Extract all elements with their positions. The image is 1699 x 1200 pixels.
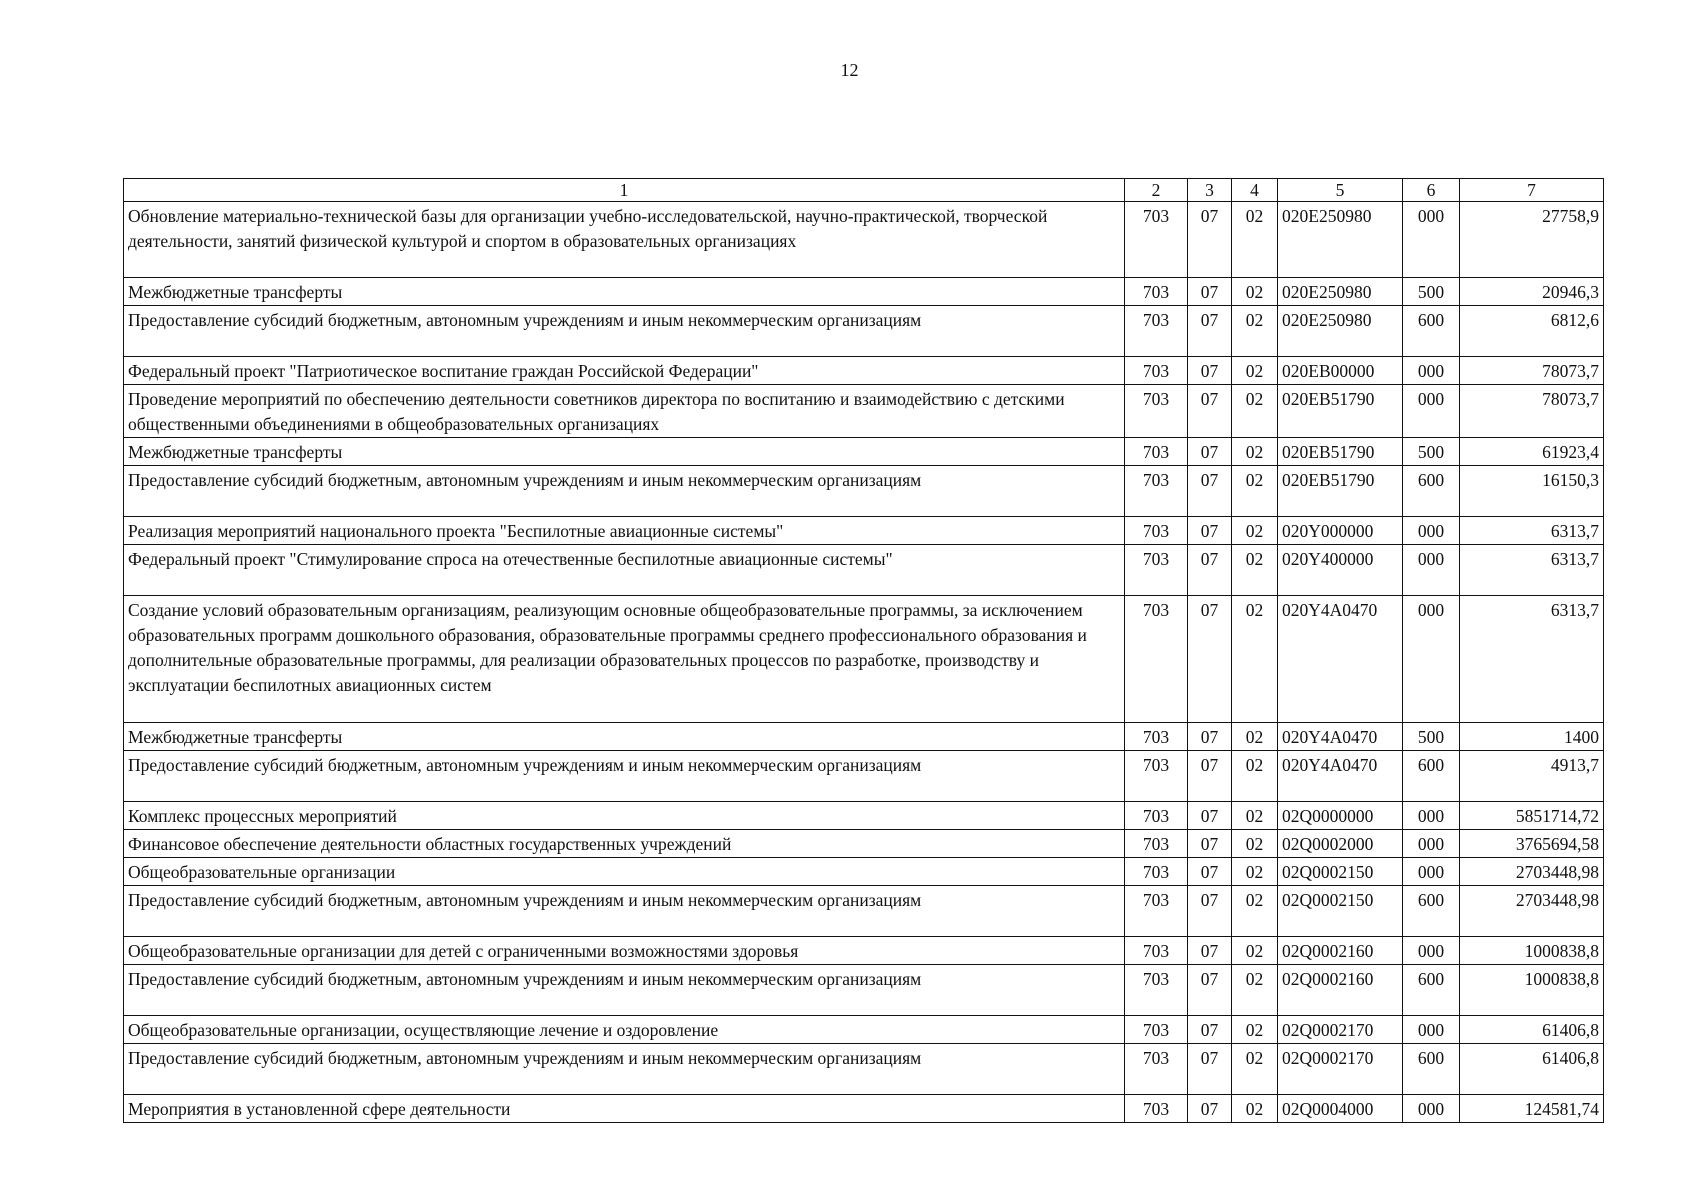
- subsection-code-cell: 02: [1232, 517, 1278, 545]
- section-code-cell: 07: [1188, 202, 1232, 278]
- section-code-cell: 07: [1188, 517, 1232, 545]
- expense-type-cell: 000: [1403, 802, 1460, 830]
- subsection-code-cell: 02: [1232, 886, 1278, 937]
- subsection-code-cell: 02: [1232, 545, 1278, 596]
- table-row: [124, 466, 1604, 517]
- table-row: [124, 830, 1604, 858]
- row-name-cell: Предоставление субсидий бюджетным, автономным учреждениям и иным некоммерческим организациям: [124, 751, 1125, 802]
- target-article-cell: 02Q0002150: [1278, 858, 1403, 886]
- table-header-row: [124, 179, 1604, 202]
- amount-cell: 4913,7: [1460, 751, 1604, 802]
- section-code-cell: 07: [1188, 802, 1232, 830]
- section-code-cell: 07: [1188, 858, 1232, 886]
- expense-type-cell: 600: [1403, 751, 1460, 802]
- row-name-cell: Федеральный проект "Патриотическое воспитание граждан Российской Федерации": [124, 357, 1125, 385]
- amount-cell: 5851714,72: [1460, 802, 1604, 830]
- target-article-cell: 020ЕВ51790: [1278, 438, 1403, 466]
- subsection-code-cell: 02: [1232, 751, 1278, 802]
- table-row: [124, 202, 1604, 278]
- subsection-code-cell: 02: [1232, 937, 1278, 965]
- amount-cell: 3765694,58: [1460, 830, 1604, 858]
- section-code-cell: 07: [1188, 1016, 1232, 1044]
- row-name-cell: Создание условий образовательным организациям, реализующим основные общеобразовательные программы, за исключением образовательных программ дошкольного образования, образовательные программы среднего профессионального образования и дополнительные образовательные программы, для реализации образовательных процессов по разработке, производству и эксплуатации беспилотных авиационных систем: [124, 596, 1125, 723]
- column-header: 3: [1188, 179, 1232, 202]
- target-article-cell: 020Y400000: [1278, 545, 1403, 596]
- table-row: [124, 545, 1604, 596]
- expense-type-cell: 000: [1403, 1016, 1460, 1044]
- ministry-code-cell: 703: [1125, 357, 1188, 385]
- budget-table: [123, 178, 1604, 1123]
- amount-cell: 124581,74: [1460, 1095, 1604, 1123]
- subsection-code-cell: 02: [1232, 306, 1278, 357]
- ministry-code-cell: 703: [1125, 306, 1188, 357]
- row-name-cell: Предоставление субсидий бюджетным, автономным учреждениям и иным некоммерческим организациям: [124, 1044, 1125, 1095]
- row-name-cell: Проведение мероприятий по обеспечению деятельности советников директора по воспитанию и взаимодействию с детскими общественными объединениями в общеобразовательных организациях: [124, 385, 1125, 438]
- row-name-cell: Предоставление субсидий бюджетным, автономным учреждениям и иным некоммерческим организациям: [124, 306, 1125, 357]
- row-name-cell: Общеобразовательные организации для детей с ограниченными возможностями здоровья: [124, 937, 1125, 965]
- section-code-cell: 07: [1188, 438, 1232, 466]
- amount-cell: 20946,3: [1460, 278, 1604, 306]
- column-header: 1: [124, 179, 1125, 202]
- column-header: 2: [1125, 179, 1188, 202]
- section-code-cell: 07: [1188, 830, 1232, 858]
- ministry-code-cell: 703: [1125, 1016, 1188, 1044]
- amount-cell: 61406,8: [1460, 1044, 1604, 1095]
- ministry-code-cell: 703: [1125, 466, 1188, 517]
- row-name-cell: Финансовое обеспечение деятельности областных государственных учреждений: [124, 830, 1125, 858]
- amount-cell: 2703448,98: [1460, 886, 1604, 937]
- column-header: 4: [1232, 179, 1278, 202]
- expense-type-cell: 500: [1403, 723, 1460, 751]
- section-code-cell: 07: [1188, 723, 1232, 751]
- subsection-code-cell: 02: [1232, 723, 1278, 751]
- row-name-cell: Предоставление субсидий бюджетным, автономным учреждениям и иным некоммерческим организациям: [124, 965, 1125, 1016]
- section-code-cell: 07: [1188, 596, 1232, 723]
- expense-type-cell: 000: [1403, 385, 1460, 438]
- expense-type-cell: 600: [1403, 466, 1460, 517]
- target-article-cell: 02Q0002150: [1278, 886, 1403, 937]
- target-article-cell: 020Е250980: [1278, 278, 1403, 306]
- ministry-code-cell: 703: [1125, 596, 1188, 723]
- subsection-code-cell: 02: [1232, 385, 1278, 438]
- row-name-cell: Межбюджетные трансферты: [124, 438, 1125, 466]
- row-name-cell: Федеральный проект "Стимулирование спроса на отечественные беспилотные авиационные системы": [124, 545, 1125, 596]
- table-row: [124, 886, 1604, 937]
- table-row: [124, 385, 1604, 438]
- table-row: [124, 357, 1604, 385]
- ministry-code-cell: 703: [1125, 385, 1188, 438]
- target-article-cell: 02Q0002170: [1278, 1016, 1403, 1044]
- target-article-cell: 02Q0002000: [1278, 830, 1403, 858]
- row-name-cell: Комплекс процессных мероприятий: [124, 802, 1125, 830]
- ministry-code-cell: 703: [1125, 751, 1188, 802]
- section-code-cell: 07: [1188, 545, 1232, 596]
- table-row: [124, 937, 1604, 965]
- ministry-code-cell: 703: [1125, 1044, 1188, 1095]
- ministry-code-cell: 703: [1125, 202, 1188, 278]
- section-code-cell: 07: [1188, 751, 1232, 802]
- ministry-code-cell: 703: [1125, 1095, 1188, 1123]
- target-article-cell: 02Q0000000: [1278, 802, 1403, 830]
- ministry-code-cell: 703: [1125, 965, 1188, 1016]
- section-code-cell: 07: [1188, 886, 1232, 937]
- ministry-code-cell: 703: [1125, 723, 1188, 751]
- subsection-code-cell: 02: [1232, 858, 1278, 886]
- amount-cell: 6313,7: [1460, 596, 1604, 723]
- section-code-cell: 07: [1188, 385, 1232, 438]
- table-row: [124, 1016, 1604, 1044]
- target-article-cell: 02Q0002160: [1278, 965, 1403, 1016]
- section-code-cell: 07: [1188, 357, 1232, 385]
- table-row: [124, 1095, 1604, 1123]
- column-header: 7: [1460, 179, 1604, 202]
- section-code-cell: 07: [1188, 1095, 1232, 1123]
- subsection-code-cell: 02: [1232, 278, 1278, 306]
- section-code-cell: 07: [1188, 466, 1232, 517]
- target-article-cell: 02Q0004000: [1278, 1095, 1403, 1123]
- row-name-cell: Предоставление субсидий бюджетным, автономным учреждениям и иным некоммерческим организациям: [124, 466, 1125, 517]
- ministry-code-cell: 703: [1125, 545, 1188, 596]
- expense-type-cell: 600: [1403, 886, 1460, 937]
- amount-cell: 6313,7: [1460, 545, 1604, 596]
- section-code-cell: 07: [1188, 937, 1232, 965]
- page-number: 12: [840, 60, 859, 80]
- target-article-cell: 020Y000000: [1278, 517, 1403, 545]
- target-article-cell: 020Е250980: [1278, 202, 1403, 278]
- table-row: [124, 858, 1604, 886]
- expense-type-cell: 000: [1403, 545, 1460, 596]
- table-row: [124, 438, 1604, 466]
- ministry-code-cell: 703: [1125, 438, 1188, 466]
- amount-cell: 1000838,8: [1460, 965, 1604, 1016]
- row-name-cell: Общеобразовательные организации: [124, 858, 1125, 886]
- subsection-code-cell: 02: [1232, 202, 1278, 278]
- amount-cell: 16150,3: [1460, 466, 1604, 517]
- expense-type-cell: 600: [1403, 965, 1460, 1016]
- amount-cell: 6812,6: [1460, 306, 1604, 357]
- column-header: 6: [1403, 179, 1460, 202]
- subsection-code-cell: 02: [1232, 965, 1278, 1016]
- amount-cell: 61406,8: [1460, 1016, 1604, 1044]
- subsection-code-cell: 02: [1232, 357, 1278, 385]
- amount-cell: 78073,7: [1460, 357, 1604, 385]
- ministry-code-cell: 703: [1125, 858, 1188, 886]
- subsection-code-cell: 02: [1232, 438, 1278, 466]
- row-name-cell: Обновление материально-технической базы для организации учебно-исследовательской, научно-практической, творческой деятельности, занятий физической культурой и спортом в образовательных организациях: [124, 202, 1125, 278]
- amount-cell: 61923,4: [1460, 438, 1604, 466]
- expense-type-cell: 500: [1403, 438, 1460, 466]
- expense-type-cell: 000: [1403, 517, 1460, 545]
- subsection-code-cell: 02: [1232, 596, 1278, 723]
- expense-type-cell: 000: [1403, 858, 1460, 886]
- expense-type-cell: 500: [1403, 278, 1460, 306]
- subsection-code-cell: 02: [1232, 802, 1278, 830]
- expense-type-cell: 000: [1403, 357, 1460, 385]
- row-name-cell: Мероприятия в установленной сфере деятельности: [124, 1095, 1125, 1123]
- subsection-code-cell: 02: [1232, 1044, 1278, 1095]
- target-article-cell: 02Q0002160: [1278, 937, 1403, 965]
- ministry-code-cell: 703: [1125, 278, 1188, 306]
- amount-cell: 78073,7: [1460, 385, 1604, 438]
- target-article-cell: 020ЕВ51790: [1278, 385, 1403, 438]
- column-header: 5: [1278, 179, 1403, 202]
- section-code-cell: 07: [1188, 306, 1232, 357]
- amount-cell: 2703448,98: [1460, 858, 1604, 886]
- target-article-cell: 020ЕВ51790: [1278, 466, 1403, 517]
- expense-type-cell: 000: [1403, 596, 1460, 723]
- table-row: [124, 1044, 1604, 1095]
- table-row: [124, 306, 1604, 357]
- target-article-cell: 020Y4A0470: [1278, 723, 1403, 751]
- row-name-cell: Реализация мероприятий национального проекта "Беспилотные авиационные системы": [124, 517, 1125, 545]
- row-name-cell: Предоставление субсидий бюджетным, автономным учреждениям и иным некоммерческим организациям: [124, 886, 1125, 937]
- target-article-cell: 020Е250980: [1278, 306, 1403, 357]
- amount-cell: 6313,7: [1460, 517, 1604, 545]
- target-article-cell: 020Y4A0470: [1278, 751, 1403, 802]
- table-row: [124, 751, 1604, 802]
- ministry-code-cell: 703: [1125, 886, 1188, 937]
- row-name-cell: Межбюджетные трансферты: [124, 723, 1125, 751]
- expense-type-cell: 000: [1403, 1095, 1460, 1123]
- ministry-code-cell: 703: [1125, 517, 1188, 545]
- expense-type-cell: 000: [1403, 830, 1460, 858]
- target-article-cell: 02Q0002170: [1278, 1044, 1403, 1095]
- row-name-cell: Общеобразовательные организации, осуществляющие лечение и оздоровление: [124, 1016, 1125, 1044]
- table-row: [124, 278, 1604, 306]
- ministry-code-cell: 703: [1125, 802, 1188, 830]
- expense-type-cell: 600: [1403, 1044, 1460, 1095]
- target-article-cell: 020Y4A0470: [1278, 596, 1403, 723]
- expense-type-cell: 600: [1403, 306, 1460, 357]
- subsection-code-cell: 02: [1232, 466, 1278, 517]
- table-row: [124, 965, 1604, 1016]
- amount-cell: 27758,9: [1460, 202, 1604, 278]
- section-code-cell: 07: [1188, 1044, 1232, 1095]
- expense-type-cell: 000: [1403, 202, 1460, 278]
- amount-cell: 1400: [1460, 723, 1604, 751]
- section-code-cell: 07: [1188, 278, 1232, 306]
- section-code-cell: 07: [1188, 965, 1232, 1016]
- ministry-code-cell: 703: [1125, 937, 1188, 965]
- expense-type-cell: 000: [1403, 937, 1460, 965]
- table-row: [124, 596, 1604, 723]
- subsection-code-cell: 02: [1232, 1095, 1278, 1123]
- table-row: [124, 802, 1604, 830]
- ministry-code-cell: 703: [1125, 830, 1188, 858]
- target-article-cell: 020ЕВ00000: [1278, 357, 1403, 385]
- amount-cell: 1000838,8: [1460, 937, 1604, 965]
- table-row: [124, 517, 1604, 545]
- table-row: [124, 723, 1604, 751]
- subsection-code-cell: 02: [1232, 1016, 1278, 1044]
- row-name-cell: Межбюджетные трансферты: [124, 278, 1125, 306]
- subsection-code-cell: 02: [1232, 830, 1278, 858]
